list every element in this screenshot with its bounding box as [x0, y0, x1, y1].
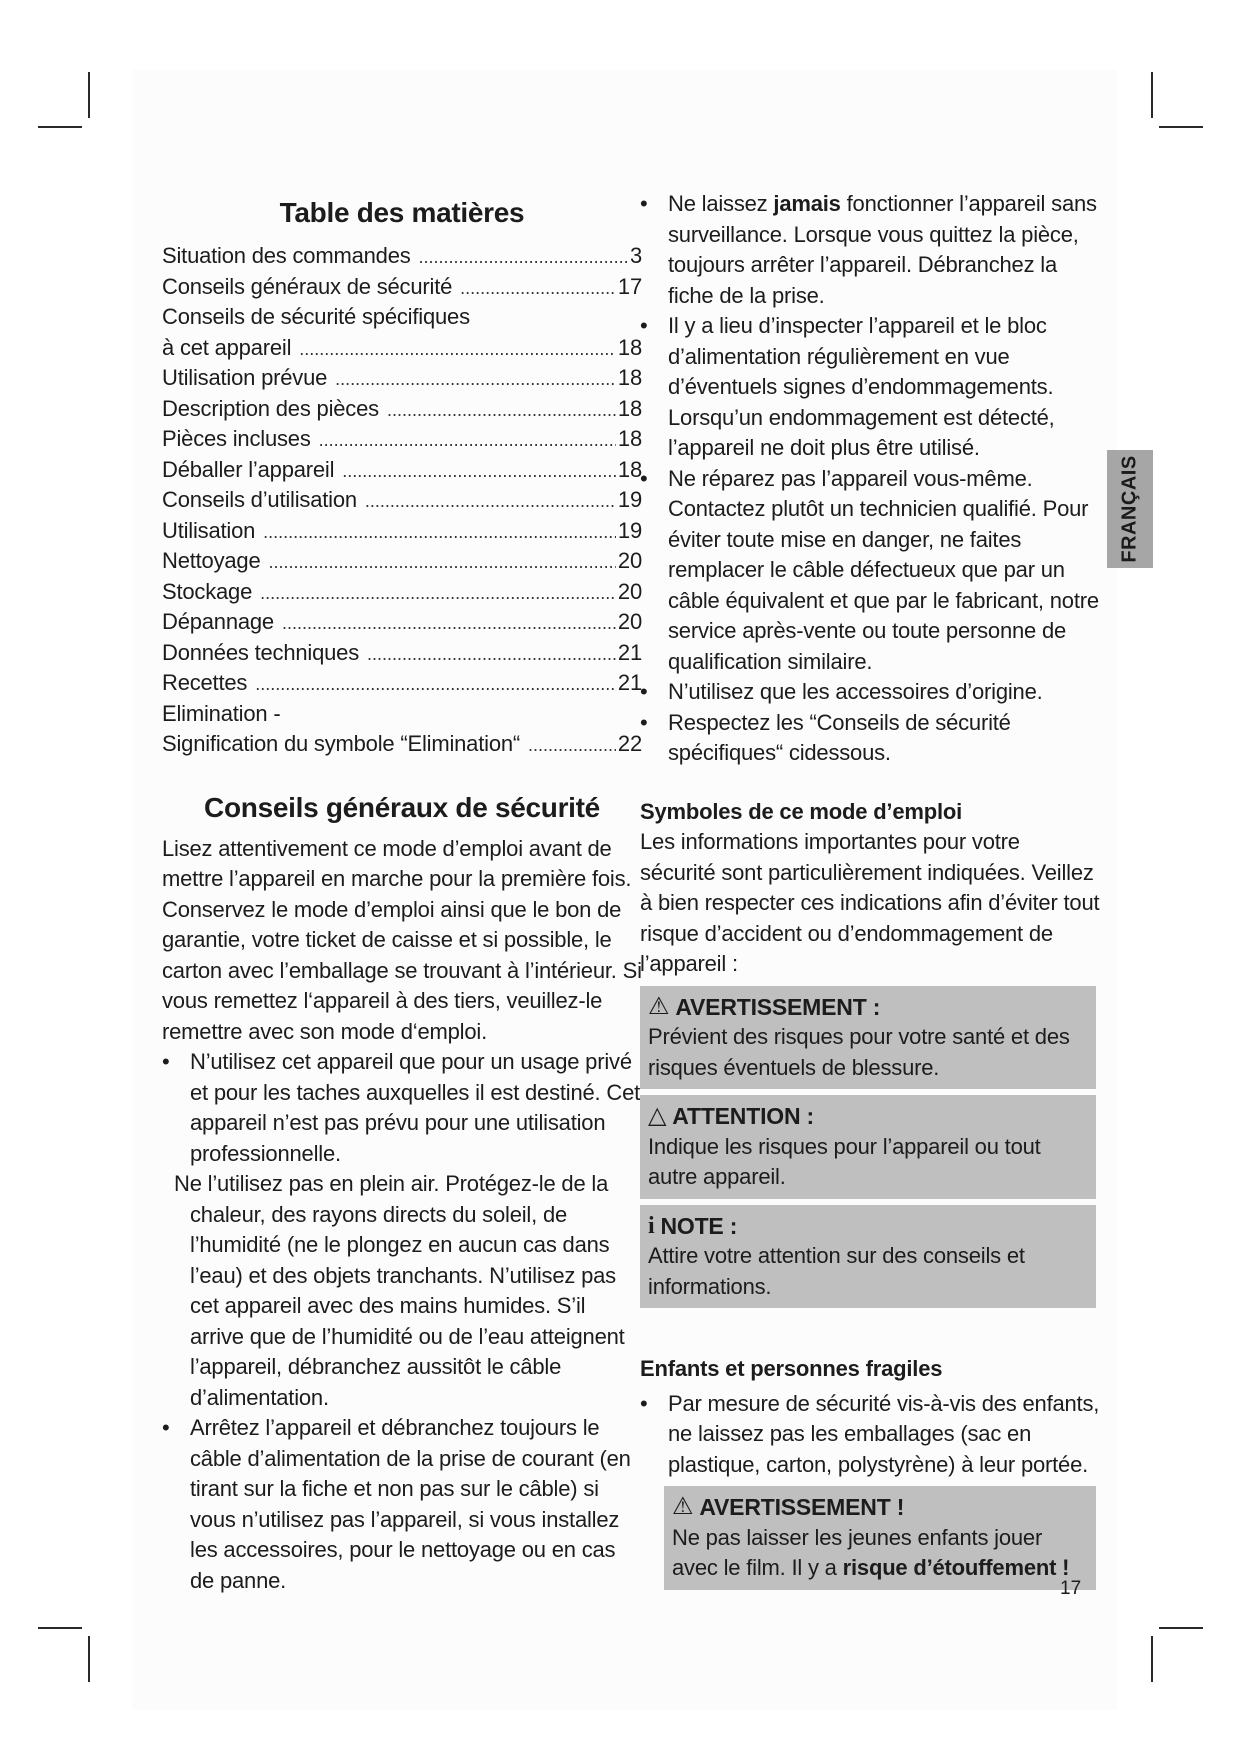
crop-mark	[88, 72, 90, 118]
children-warning-box	[664, 1486, 1096, 1590]
warning-title: AVERTISSEMENT :	[675, 993, 881, 1020]
toc-entry[interactable]: Dépannage ..... 20	[162, 607, 642, 638]
attention-triangle-icon: △	[648, 1102, 667, 1130]
children-bullet: • Par mesure de sécurité vis-à-vis des enfants, ne laissez pas les emballages (sac en plastique, carton, polystyrène) à leur portée.	[640, 1389, 1100, 1481]
left-column	[162, 193, 642, 1596]
info-icon: i	[648, 1212, 655, 1239]
general-bullet: • Arrêtez l’appareil et débranchez toujours le câble d’alimentation de la prise de courant (en tirant sur la fiche et non pas sur le câble) si vous n’utilisez pas l’appareil, si vous installez les accessoires, pour le nettoyage ou en cas de panne.	[162, 1413, 642, 1596]
toc-entry[interactable]: Déballer l’appareil ..... 18	[162, 455, 642, 486]
warning-triangle-icon: ⚠	[672, 1493, 694, 1521]
toc-entry[interactable]: Utilisation ..... 19	[162, 516, 642, 547]
children-warning-title: AVERTISSEMENT !	[699, 1494, 905, 1520]
toc-entry[interactable]: Conseils de sécurité spécifiques	[162, 304, 470, 329]
crop-mark	[38, 1627, 82, 1629]
general-bullet: Ne l’utilisez pas en plein air. Protégez-le de la chaleur, des rayons directs du soleil, de l’humidité (ne le plongez en aucun cas dans l’eau) et des objets tranchants. N’utilisez pas cet appareil avec des mains humides. S’il arrive que de l’humidité ou de l’eau atteignent l’appareil, débranchez aussitôt le câble d’alimentation.	[174, 1171, 625, 1410]
safety-bullet: • Ne laissez jamais fonctionner l’appareil sans surveillance. Lorsque vous quittez la pièce, toujours arrêter l’appareil. Débranchez la fiche de la prise.	[640, 189, 1100, 311]
note-title: NOTE :	[660, 1212, 738, 1239]
table-of-contents	[162, 241, 642, 760]
toc-entry[interactable]: à cet appareil ..... 18	[162, 333, 642, 364]
attention-text: Indique les risques pour l’appareil ou tout autre appareil.	[648, 1133, 1041, 1189]
toc-entry[interactable]: Données techniques ..... 21	[162, 638, 642, 669]
safety-bullets	[640, 189, 1100, 769]
toc-entry[interactable]: Elimination -	[162, 700, 281, 726]
children-bullets	[640, 1389, 1100, 1481]
toc-entry[interactable]: Conseils d’utilisation ..... 19	[162, 485, 642, 516]
toc-entry[interactable]: Description des pièces ..... 18	[162, 394, 642, 425]
safety-bullet: • Ne réparez pas l’appareil vous-même. Contactez plutôt un technicien qualifié. Pour éviter toute mise en danger, ne faites remplacer le câble défectueux que par un câble équivalent et que par le fabricant, notre service après-vente ou toute personne de qualification similaire.	[640, 464, 1100, 678]
right-column	[640, 193, 1100, 1596]
toc-entry[interactable]: Stockage ..... 20	[162, 577, 642, 608]
crop-mark	[38, 126, 82, 128]
crop-mark	[1151, 72, 1153, 118]
safety-bullet: • N’utilisez que les accessoires d’origine.	[640, 677, 1100, 708]
toc-entry[interactable]: Conseils généraux de sécurité ..... 17	[162, 272, 642, 303]
warning-box	[640, 986, 1096, 1090]
crop-mark	[1151, 1636, 1153, 1682]
attention-box	[640, 1095, 1096, 1199]
toc-entry[interactable]: Pièces incluses ..... 18	[162, 424, 642, 455]
crop-mark	[88, 1636, 90, 1682]
language-tab	[1107, 450, 1153, 568]
note-box	[640, 1205, 1096, 1309]
general-intro: Lisez attentivement ce mode d’emploi avant de mettre l’appareil en marche pour la première fois. Conservez le mode d’emploi ainsi que le bon de garantie, votre ticket de caisse et si possible, le carton avec l’emballage se trouvant à l’intérieur. Si vous remettez l‘appareil à des tiers, veuillez-le remettre avec son mode d‘emploi.	[162, 835, 642, 1044]
attention-title: ATTENTION :	[672, 1103, 815, 1129]
crop-mark	[1159, 126, 1203, 128]
safety-bullet: • Il y a lieu d’inspecter l’appareil et le bloc d’alimentation régulièrement en vue d’éventuels signes d’endommagements. Lorsqu’un endommagement est détecté, l’appareil ne doit plus être utilisé.	[640, 311, 1100, 464]
warning-triangle-icon: ⚠	[648, 992, 670, 1020]
general-safety-title: Conseils généraux de sécurité	[204, 791, 600, 823]
warning-text: Prévient des risques pour votre santé et des risques éventuels de blessure.	[648, 1024, 1070, 1080]
toc-entry[interactable]: Recettes ..... 21	[162, 668, 642, 699]
children-warning-text: Ne pas laisser les jeunes enfants jouer avec le film. Il y a risque d’étouffement !	[672, 1524, 1070, 1580]
language-label: FRANÇAIS	[1118, 455, 1141, 563]
symbols-intro: Les informations importantes pour votre sécurité sont particulièrement indiquées. Veillez à bien respecter ces indications afin d’éviter tout risque d’accident ou d’endommagement de l’appareil :	[640, 829, 1100, 976]
symbols-heading: Symboles de ce mode d’emploi	[640, 798, 963, 824]
toc-entry[interactable]: Situation des commandes ..... 3	[162, 241, 642, 272]
toc-entry[interactable]: Signification du symbole “Elimination“ ..... 22	[162, 729, 642, 760]
crop-mark	[1159, 1627, 1203, 1629]
toc-entry[interactable]: Nettoyage ..... 20	[162, 546, 642, 577]
children-heading: Enfants et personnes fragiles	[640, 1356, 943, 1381]
safety-bullet: • Respectez les “Conseils de sécurité spécifiques“ cidessous.	[640, 708, 1100, 769]
toc-entry[interactable]: Utilisation prévue ..... 18	[162, 363, 642, 394]
general-bullet: • N’utilisez cet appareil que pour un usage privé et pour les taches auxquelles il est destiné. Cet appareil n’est pas prévu pour une utilisation professionnelle.	[162, 1047, 642, 1169]
note-text: Attire votre attention sur des conseils et informations.	[648, 1243, 1025, 1299]
toc-title: Table des matières	[279, 197, 525, 228]
page-number: 17	[1060, 1578, 1082, 1599]
general-bullets	[162, 1047, 642, 1596]
